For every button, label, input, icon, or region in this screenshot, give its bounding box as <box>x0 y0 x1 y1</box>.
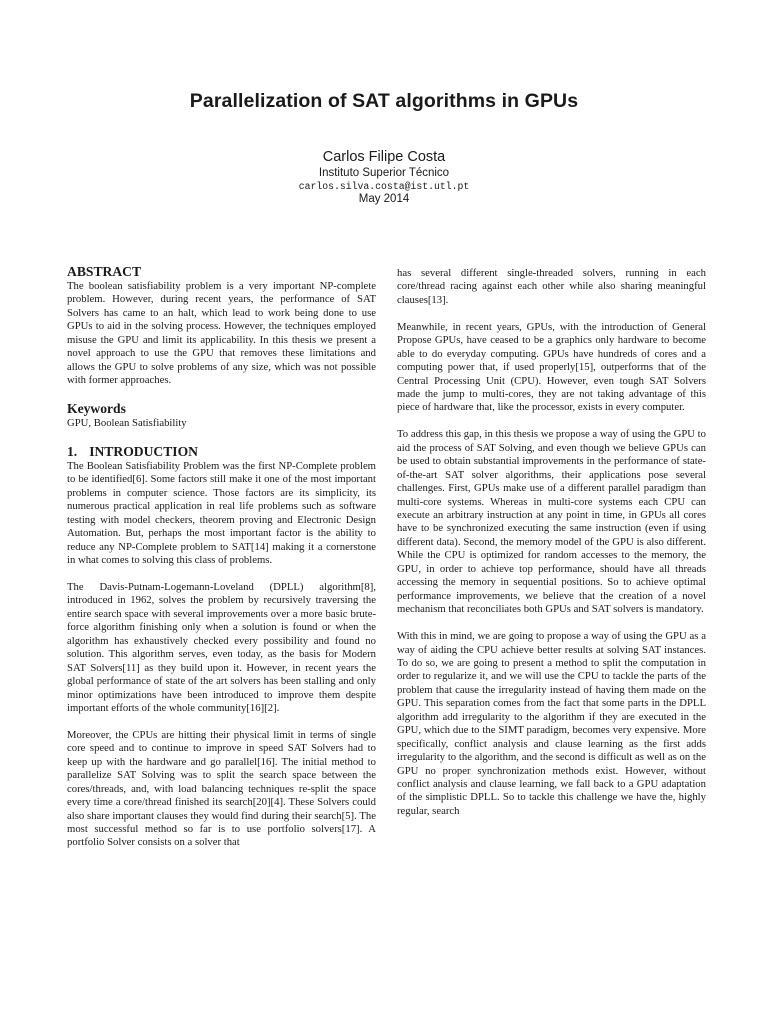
abstract-text: The boolean satisfiability problem is a very important NP-complete problem. However, during recent years, the performance of SAT Solvers has came to an halt, which lead to work being done to use GPUs to aid in the solving process. However, the techniques employed misuse the GPU and limit its applicability. In this thesis we present a novel approach to use the GPU that removes these limitations and allows the GPU to solve problems of any size, which was not possible with former approaches. <box>67 280 376 387</box>
keywords-text: GPU, Boolean Satisfiability <box>67 417 187 430</box>
author-block <box>0 149 768 206</box>
section-title: INTRODUCTION <box>89 443 198 459</box>
author-affiliation: Instituto Superior Técnico <box>318 167 450 179</box>
paragraph: has several different single-threaded solvers, running in each core/thread racing against each other while also sharing meaningful clauses[13]. <box>397 267 706 306</box>
paper-title: Parallelization of SAT algorithms in GPUs <box>189 90 579 112</box>
keywords-heading: Keywords <box>67 401 126 417</box>
section-number: 1. <box>67 443 78 459</box>
paragraph: With this in mind, we are going to propose a way of using the GPU as a way of aiding the CPU achieve better results at solving SAT instances. To do so, we are going to present a method to split the computation in order to regularize it, and we will use the CPU to tackle the parts of the problem that cause the irregularity instead of having them made on the GPU. This separation comes from the fact that some parts in the DPLL algorithm add irregularity to the algorithm if they are executed in the GPU, which due to the SIMT paradigm, becomes very expensive. More specifically, conflict analysis and clause learning as the first adds irregularity to the algorithm, and the second is difficult as well as on the GPU no proper synchronization methods exist. However, without conflict analysis and clause learning, we fall back to a GPU adaptation of the simplistic DPLL. So to tackle this challenge we have the, highly regular, search <box>397 630 706 817</box>
paragraph: The Davis-Putnam-Logemann-Loveland (DPLL) algorithm[8], introduced in 1962, solves the problem by recursively traversing the entire search space with several improvements over a more basic brute-force algorithm finishing only when a solution is found or when the algorithm has exhaustively checked every possibility and found no solution. This algorithm serves, even today, as the basis for Modern SAT Solvers[11] as they build upon it. However, in recent years the global performance of state of the art solvers has been stalling and only minor optimizations have been introduced to improve them despite important efforts of the whole community[16][2]. <box>67 580 376 714</box>
paragraph: Meanwhile, in recent years, GPUs, with the introduction of General Propose GPUs, have ceased to be a graphics only hardware to become able to do everyday computing. GPUs have hundreds of cores and a computing power that, if used properly[15], outperforms that of the Central Processing Unit (CPU). However, even tough SAT Solvers made the jump to multi-cores, they are not taking advantage of this piece of hardware that, like the processor, exists in every computer. <box>397 320 706 414</box>
paragraph: The Boolean Satisfiability Problem was the first NP-Complete problem to be identified[6]. Some factors still make it one of the most important problems in computer science. Those factors are its simplicity, its numerous practical application in real life problems such as software testing with model checkers, theorem proving and Electronic Design Automation. But, perhaps the most important factor is the ability to reduce any NP-Complete problem to SAT[14] making it a cornerstone in what comes to solving this class of problems. <box>67 459 376 567</box>
paragraph: To address this gap, in this thesis we propose a way of using the GPU to aid the process of SAT Solving, and even though we believe GPUs can be used to obtain substantial improvements in the performance of state-of-the-art SAT solver algorithms, their applications pose several challenges. First, GPUs make use of a different parallel paradigm than multi-core systems. Whereas in multi-core systems each CPU can execute an arbitrary instruction at any point in time, in GPUs all cores have to be synchronized executing the same instruction (even if using different data). Second, the memory model of the GPU is also different. While the CPU is optimized for random accesses to the memory, the GPU, in order to achieve top performance, should have all threads accessing the memory in sequential positions. So to achieve optimal performance improvements, we believe that the creation of a novel mechanism that reconciliates both GPUs and SAT solvers is mandatory. <box>397 428 706 616</box>
right-column <box>397 267 706 818</box>
abstract-heading: ABSTRACT <box>67 264 142 279</box>
publication-date: May 2014 <box>358 193 410 205</box>
introduction-heading <box>67 444 376 459</box>
paragraph: Moreover, the CPUs are hitting their physical limit in terms of single core speed and to continue to improve in speed SAT Solvers had to keep up with the hardware and go parallel[16]. The initial method to parallelize SAT Solving was to split the search space between the cores/threads, and, with load balancing techniques re-split the space every time a core/thread finished its search[20][4]. These Solvers could also share important clauses they would find during their search[5]. The most successful method so far is to use portfolio solvers[17]. A portfolio Solver consists on a solver that <box>67 728 376 849</box>
author-email: carlos.silva.costa@ist.utl.pt <box>298 181 470 192</box>
left-column <box>67 264 376 850</box>
author-name: Carlos Filipe Costa <box>322 149 446 165</box>
